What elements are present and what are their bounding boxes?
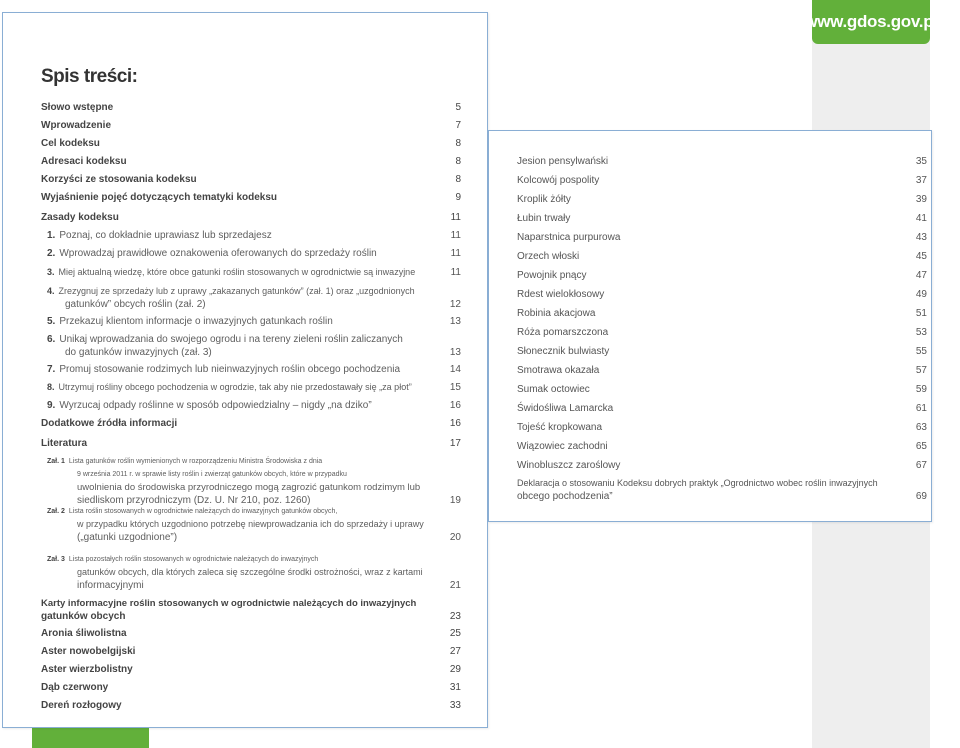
toc-right-entry-text: Kolcowój pospolity [517, 175, 600, 186]
toc-left-entry-label [41, 381, 412, 394]
toc-left-entry-text: Dąb czerwony [41, 682, 109, 693]
toc-left-entry-label [41, 681, 108, 694]
toc-right-entry-page: 65 [915, 441, 927, 452]
toc-left-entry-number: 7. [47, 364, 56, 375]
toc-left-entry-page: 17 [449, 438, 461, 449]
toc-left-entry-page: 11 [450, 248, 461, 259]
toc-left-entry-label [41, 333, 403, 359]
toc-left-entry-label [41, 315, 333, 328]
toc-left-entry-page: 16 [449, 418, 461, 429]
toc-left-entry-page: 11 [450, 267, 461, 278]
toc-left-entry-label [41, 155, 127, 168]
toc-right-entry-page: 35 [915, 156, 927, 167]
toc-right-entry-page: 47 [915, 270, 927, 281]
toc-left-entry-text: Wyjaśnienie pojęć dotyczących tematyki kodeksu [41, 192, 278, 203]
toc-right-entry-page: 43 [915, 232, 927, 243]
toc-left-entry-text: Wprowadzaj prawidłowe oznakowenia oferowanych do sprzedaży roślin [59, 248, 377, 259]
toc-right-entry-text: Słonecznik bulwiasty [517, 346, 610, 357]
toc-left-entry-page: 8 [455, 174, 461, 185]
toc-left-entry-text: informacyjnymi [77, 580, 144, 591]
toc-left-entry-label [41, 137, 100, 150]
toc-left-entry-page: 12 [449, 299, 461, 310]
toc-right-entry-label [517, 421, 602, 434]
toc-right-entry-text: Sumak octowiec [517, 384, 590, 395]
toc-right-entry-label [517, 345, 609, 358]
toc-left-entry-label [41, 627, 127, 640]
toc-left-entry-text: Przekazuj klientom informacje o inwazyjnych gatunkach roślin [59, 316, 333, 327]
toc-left-entry-text: Promuj stosowanie rodzimych lub nieinwazyjnych roślin obcego pochodzenia [59, 364, 401, 375]
toc-right-entry-text: Wiązowiec zachodni [517, 441, 608, 452]
toc-left-entry-text: Lista pozostałych roślin stosowanych w ogrodnictwie należących do inwazyjnych [68, 556, 319, 563]
toc-right-entry-text: Kroplik żółty [517, 194, 571, 205]
toc-left-entry-page: 16 [449, 400, 461, 411]
toc-right-entry-text: Świdośliwa Lamarcka [517, 403, 614, 414]
toc-left-entry-label [41, 191, 277, 204]
toc-left-entry-page: 7 [455, 120, 461, 131]
toc-left-entry-number: Zał. 2 [47, 508, 65, 515]
toc-left-entry-page: 23 [449, 611, 461, 622]
toc-left-entry-page: 33 [449, 700, 461, 711]
toc-right-entry-label [517, 288, 604, 301]
toc-right-entry-text: Deklaracja o stosowaniu Kodeksu dobrych praktyk „Ogrodnictwo wobec roślin inwazyjnych [517, 478, 878, 488]
toc-left-entry-label [41, 437, 87, 450]
toc-right-entry-page: 69 [915, 491, 927, 502]
toc-right-entry-label [517, 155, 608, 168]
toc-left-entry-text: gatunków obcych, dla których zaleca się szczególne środki ostrożności, wraz z kartami [77, 567, 423, 577]
toc-left-entry-label [41, 119, 111, 132]
toc-title: Spis treści: [41, 66, 138, 87]
toc-left-entry-label [41, 211, 119, 224]
toc-left-entry-page: 11 [450, 212, 461, 223]
site-url-badge[interactable]: www.gdos.gov.pl [812, 0, 930, 44]
toc-right-entry-page: 59 [915, 384, 927, 395]
toc-left-entry-label [41, 505, 424, 544]
toc-left-entry-label [41, 417, 177, 430]
toc-right-entry-text: Łubin trwały [517, 213, 571, 224]
toc-left-entry-page: 27 [449, 646, 461, 657]
toc-left-entry-text: Lista roślin stosowanych w ogrodnictwie należących do inwazyjnych gatunków obcych, [68, 508, 338, 515]
toc-right-entry-label [517, 250, 579, 263]
toc-right-entry-text: Powojnik pnący [517, 270, 587, 281]
toc-left-entry-number: 1. [47, 230, 56, 241]
toc-left-entry-number: 5. [47, 316, 56, 327]
toc-left-entry-label [41, 645, 135, 658]
toc-left-entry-page: 31 [449, 682, 461, 693]
toc-left-entry-number: 2. [47, 248, 56, 259]
toc-left-entry-text: gatunków” obcych roślin (zał. 2) [65, 299, 206, 310]
toc-right-entry-page: 67 [915, 460, 927, 471]
toc-left-entry-text: Aster nowobelgijski [41, 646, 136, 657]
toc-left-entry-label [41, 266, 415, 279]
toc-left-entry-label [41, 455, 420, 507]
toc-left-entry-label [41, 285, 415, 311]
toc-left-entry-page: 8 [455, 156, 461, 167]
toc-right-entry-label [517, 402, 613, 415]
toc-right-entry-page: 55 [915, 346, 927, 357]
toc-left-entry-text: Dodatkowe źródła informacji [41, 418, 178, 429]
toc-left-entry-label [41, 699, 122, 712]
toc-left-entry-text: Lista gatunków roślin wymienionych w rozporządzeniu Ministra Środowiska z dnia [68, 458, 323, 465]
toc-right-entry-page: 49 [915, 289, 927, 300]
toc-left-entry-text: Aster wierzbolistny [41, 664, 133, 675]
toc-left-entry-page: 13 [449, 347, 461, 358]
toc-right-entry-text: Orzech włoski [517, 251, 580, 262]
toc-left-entry-text: Poznaj, co dokładnie uprawiasz lub sprzedajesz [59, 230, 272, 241]
toc-right-entry-label [517, 269, 586, 282]
toc-left-entry-text: 9 września 2011 r. w sprawie listy roślin i zwierząt gatunków obcych, które w przypadku [77, 471, 347, 478]
toc-left-entry-text: Utrzymuj rośliny obcego pochodzenia w ogrodzie, tak aby nie przedostawały się „za płot” [58, 382, 412, 392]
toc-left-entry-number: 8. [47, 382, 55, 392]
toc-left-entry-page: 11 [450, 230, 461, 241]
toc-left-entry-page: 25 [449, 628, 461, 639]
toc-left-entry-text: do gatunków inwazyjnych (zał. 3) [65, 347, 212, 358]
toc-left-entry-page: 19 [449, 495, 461, 506]
toc-left-entry-text: Literatura [41, 438, 88, 449]
toc-left-entry-label [41, 553, 423, 592]
toc-left-entry-text: Wyrzucaj odpady roślinne w sposób odpowiedzialny – nigdy „na dziko” [59, 400, 372, 411]
toc-right-entry-page: 39 [915, 194, 927, 205]
toc-right-entry-label [517, 307, 595, 320]
toc-left-entry-text: Słowo wstępne [41, 102, 114, 113]
toc-left-entry-text: Zrezygnuj ze sprzedaży lub z uprawy „zakazanych gatunków” (zał. 1) oraz „uzgodnionych [58, 286, 415, 296]
toc-left-entry-text: Unikaj wprowadzania do swojego ogrodu i na tereny zieleni roślin zaliczanych [59, 334, 403, 345]
toc-right-entry-label [517, 231, 620, 244]
toc-left-entry-label [41, 363, 400, 376]
toc-right-entry-label [517, 383, 590, 396]
toc-right-entry-text: obcego pochodzenia” [517, 491, 613, 502]
toc-right-entry-text: Naparstnica purpurowa [517, 232, 621, 243]
toc-right-entry-text: Jesion pensylwański [517, 156, 609, 167]
toc-left-entry-page: 13 [449, 316, 461, 327]
toc-left-page [2, 12, 488, 728]
toc-left-entry-label [41, 663, 133, 676]
toc-left-entry-text: Adresaci kodeksu [41, 156, 127, 167]
toc-left-entry-text: Korzyści ze stosowania kodeksu [41, 174, 197, 185]
toc-left-entry-number: Zał. 3 [47, 556, 65, 563]
toc-right-entry-text: Róża pomarszczona [517, 327, 609, 338]
toc-left-entry-text: uwolnienia do środowiska przyrodniczego mogą zagrozić gatunkom rodzimym lub [77, 482, 421, 493]
toc-left-entry-label [41, 229, 272, 242]
toc-right-entry-page: 63 [915, 422, 927, 433]
toc-left-entry-text: Dereń rozłogowy [41, 700, 122, 711]
toc-left-entry-page: 21 [449, 580, 461, 591]
toc-left-entry-number: 9. [47, 400, 56, 411]
toc-right-entry-text: Smotrawa okazała [517, 365, 600, 376]
toc-right-entry-label [517, 174, 599, 187]
toc-left-entry-page: 14 [449, 364, 461, 375]
toc-right-entry-label [517, 364, 599, 377]
toc-left-entry-page: 15 [449, 382, 461, 393]
toc-right-entry-label [517, 477, 878, 503]
toc-left-entry-label [41, 247, 377, 260]
toc-left-entry-label [41, 597, 416, 623]
toc-left-entry-text: Cel kodeksu [41, 138, 100, 149]
toc-left-entry-page: 8 [455, 138, 461, 149]
toc-left-entry-number: Zał. 1 [47, 458, 65, 465]
toc-right-entry-page: 37 [915, 175, 927, 186]
toc-left-entry-label [41, 173, 197, 186]
toc-left-entry-text: Aronia śliwolistna [41, 628, 127, 639]
toc-left-entry-page: 9 [455, 192, 461, 203]
toc-left-entry-page: 20 [449, 532, 461, 543]
toc-right-entry-page: 51 [915, 308, 927, 319]
toc-right-entry-text: Robinia akacjowa [517, 308, 596, 319]
toc-right-entry-text: Tojeść kropkowana [517, 422, 603, 433]
toc-left-entry-text: w przypadku których uzgodniono potrzebę niewprowadzania ich do sprzedaży i uprawy [77, 519, 424, 529]
toc-right-entry-label [517, 193, 571, 206]
toc-right-entry-page: 53 [915, 327, 927, 338]
toc-right-entry-page: 57 [915, 365, 927, 376]
toc-right-entry-label [517, 440, 608, 453]
toc-left-entry-text: („gatunki uzgodnione”) [77, 532, 178, 543]
toc-right-entry-page: 61 [915, 403, 927, 414]
toc-left-entry-page: 29 [449, 664, 461, 675]
toc-right-entry-text: Winobluszcz zaroślowy [517, 460, 621, 471]
toc-right-entry-page: 41 [915, 213, 927, 224]
toc-left-entry-text: siedliskom przyrodniczym (Dz. U. Nr 210, poz. 1260) [77, 495, 311, 506]
toc-left-entry-number: 3. [47, 267, 55, 277]
toc-right-entry-page: 45 [915, 251, 927, 262]
toc-left-entry-number: 4. [47, 286, 55, 296]
toc-left-entry-text: gatunków obcych [41, 611, 126, 622]
toc-left-entry-text: Miej aktualną wiedzę, które obce gatunki roślin stosowanych w ogrodnictwie są inwazyjne [58, 267, 416, 277]
toc-left-entry-number: 6. [47, 334, 56, 345]
toc-right-entry-label [517, 459, 620, 472]
toc-right-entry-text: Rdest wielokłosowy [517, 289, 605, 300]
toc-right-page [488, 130, 932, 522]
toc-left-entry-page: 5 [455, 102, 461, 113]
toc-left-entry-label [41, 101, 113, 114]
toc-right-entry-label [517, 326, 608, 339]
toc-left-entry-text: Wprowadzenie [41, 120, 112, 131]
toc-left-entry-label [41, 399, 372, 412]
toc-left-entry-text: Karty informacyjne roślin stosowanych w ogrodnictwie należących do inwazyjnych [41, 598, 417, 609]
toc-right-entry-label [517, 212, 570, 225]
toc-left-entry-text: Zasady kodeksu [41, 212, 119, 223]
